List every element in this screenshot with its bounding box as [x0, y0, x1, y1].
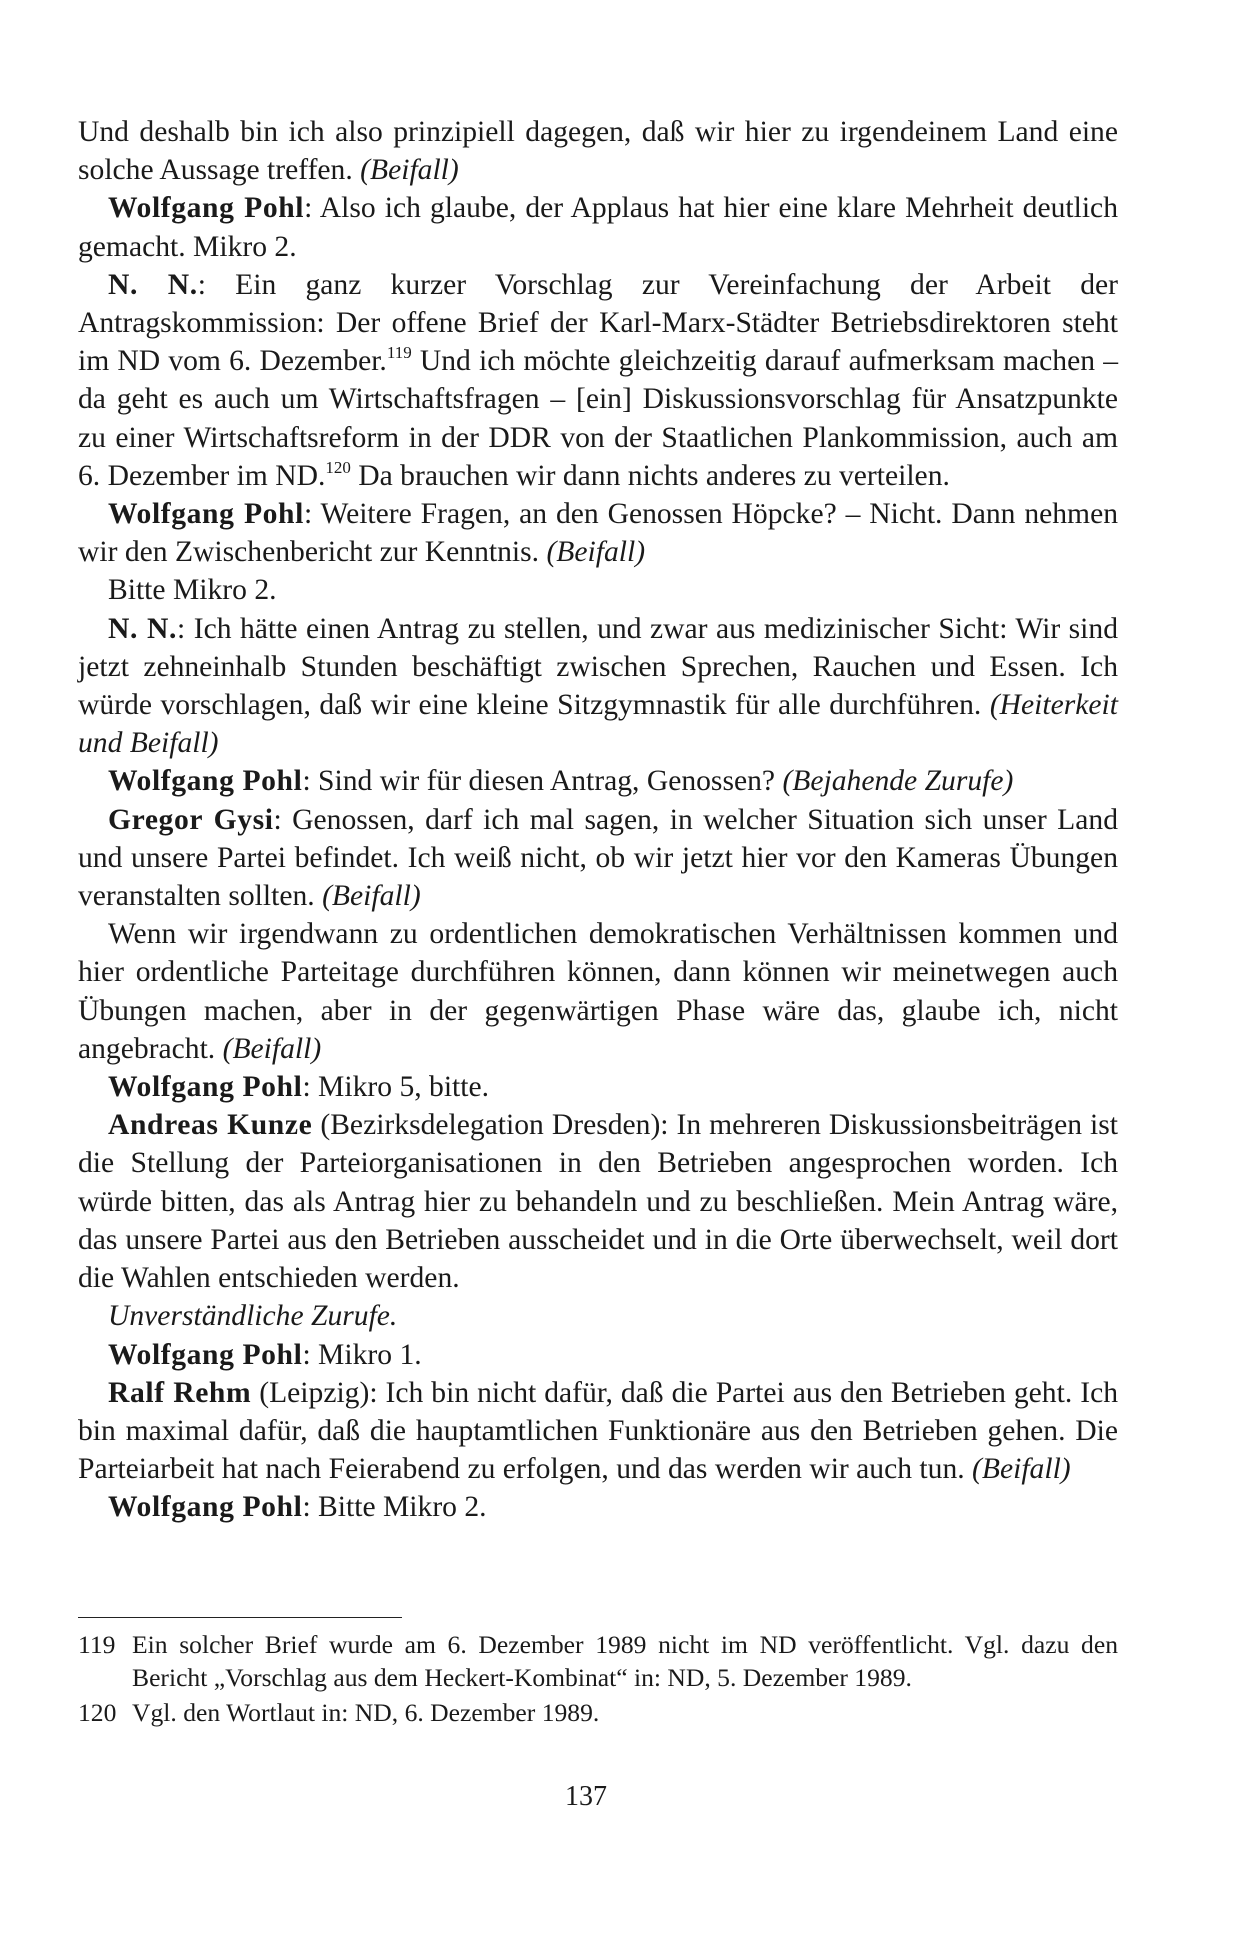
- text-run: : Mikro 5, bitte.: [302, 1071, 490, 1104]
- page-number: 137: [565, 1781, 607, 1812]
- text-run: (Leipzig): Ich bin nicht dafür, daß die Partei aus den Betrieben geht. Ich bin maximal dafür, daß die hauptamtlichen Funktionäre aus den Betrieben gehen. Die Parteiarbeit hat nach Feierabend zu erfolgen, und das werden wir auch tun.: [78, 1376, 1118, 1486]
- text-run: (Bezirksdelegation Dresden): In mehreren Diskussionsbeiträgen ist die Stellung der Parteiorganisationen in den Betrieben angesprochen worden. Ich würde bitten, das als Antrag hier zu behandeln und zu beschließen. Mein Antrag wäre, das unsere Partei aus den Betrieben ausscheidet und in die Orte überwechselt, weil dort die Wahlen entschieden werden.: [78, 1109, 1118, 1295]
- speaker-name: Ralf Rehm: [108, 1376, 252, 1409]
- paragraph: [78, 1336, 1118, 1374]
- speaker-name: N. N.: [108, 612, 178, 645]
- speaker-name: Wolfgang Pohl: [108, 192, 305, 225]
- footnote-ref: 119: [386, 343, 412, 363]
- body-text: [78, 113, 1118, 1527]
- speaker-name: Andreas Kunze: [108, 1109, 313, 1142]
- text-run: Und deshalb bin ich also prinzipiell dagegen, daß wir hier zu irgendeinem Land eine solche Aussage treffen.: [78, 116, 1118, 187]
- speaker-name: Wolfgang Pohl: [108, 1491, 303, 1524]
- text-run: : Bitte Mikro 2.: [302, 1491, 487, 1524]
- document-page: [52, 0, 1120, 1960]
- text-run: : Also ich glaube, der Applaus hat hier eine klare Mehrheit deutlich gemacht. Mikro 2.: [78, 192, 1118, 263]
- speaker-name: Wolfgang Pohl: [108, 1338, 303, 1371]
- stage-direction: (Beifall): [322, 880, 421, 913]
- stage-direction: (Beifall): [222, 1032, 322, 1065]
- text-run: : Sind wir für diesen Antrag, Genossen?: [302, 765, 783, 798]
- text-run: : Ein ganz kurzer Vorschlag zur Vereinfachung der Arbeit der Antragskommission: Der offene Brief der Karl-Marx-Städter Betriebsdirektoren steht im ND vom 6. Dezember.: [78, 268, 1118, 378]
- paragraph: [78, 189, 1118, 265]
- paragraph: [78, 1374, 1118, 1489]
- text-run: Bitte Mikro 2.: [108, 574, 277, 607]
- paragraph: [78, 571, 1118, 609]
- stage-direction: (Beifall): [360, 154, 459, 187]
- paragraph: [78, 113, 1118, 189]
- footnote-text: Ein solcher Brief wurde am 6. Dezember 1989 nicht im ND veröffentlicht. Vgl. dazu den Bericht „Vorschlag aus dem Heckert-Kombinat“ in: ND, 5. Dezember 1989.: [132, 1630, 1118, 1692]
- paragraph: [78, 1068, 1118, 1106]
- speaker-name: Wolfgang Pohl: [108, 1071, 303, 1104]
- text-run: : Weitere Fragen, an den Genossen Höpcke? – Nicht. Dann nehmen wir den Zwischenbericht zur Kenntnis.: [78, 498, 1118, 569]
- footnote-number: 120: [78, 1698, 117, 1727]
- speaker-name: Gregor Gysi: [108, 803, 274, 836]
- text-run: : Mikro 1.: [302, 1338, 422, 1371]
- footnote-number: 119: [78, 1630, 116, 1659]
- paragraph: [78, 915, 1118, 1068]
- footnote-ref: 120: [325, 457, 351, 477]
- paragraph: [78, 610, 1118, 763]
- paragraph: [78, 1488, 1118, 1526]
- stage-direction: (Beifall): [972, 1453, 1071, 1486]
- text-run: : Genossen, darf ich mal sagen, in welcher Situation sich unser Land und unsere Partei befindet. Ich weiß nicht, ob wir jetzt hier vor den Kameras Übungen veranstalten sollten.: [78, 803, 1118, 913]
- paragraph: [78, 495, 1118, 571]
- footnotes: [78, 1628, 1118, 1731]
- footnote-text: Vgl. den Wortlaut in: ND, 6. Dezember 1989.: [132, 1698, 600, 1727]
- speaker-name: Wolfgang Pohl: [108, 498, 304, 531]
- paragraph: [78, 266, 1118, 495]
- stage-direction: (Bejahende Zurufe): [782, 765, 1014, 798]
- stage-direction: (Heiterkeit und Beifall): [78, 689, 1118, 760]
- text-run: : Ich hätte einen Antrag zu stellen, und zwar aus medizinischer Sicht: Wir sind jetzt zehneinhalb Stunden beschäftigt zwischen Sprechen, Rauchen und Essen. Ich würde vorschlagen, daß wir eine kleine Sitzgymnastik für alle durchführen.: [78, 612, 1118, 722]
- speaker-name: Wolfgang Pohl: [108, 765, 303, 798]
- paragraph: [78, 801, 1118, 916]
- stage-direction: Unverständliche Zurufe.: [108, 1300, 398, 1333]
- text-run: Wenn wir irgendwann zu ordentlichen demokratischen Verhältnissen kommen und hier ordentliche Parteitage durchführen können, dann können wir meinetwegen auch Übungen machen, aber in der gegenwärtigen Phase wäre das, glaube ich, nicht angebracht.: [78, 918, 1118, 1065]
- speaker-name: N. N.: [108, 268, 198, 301]
- text-run: Da brauchen wir dann nichts anderes zu verteilen.: [350, 459, 950, 492]
- footnote: [78, 1696, 1118, 1729]
- paragraph: [78, 1106, 1118, 1297]
- stage-direction: (Beifall): [546, 536, 646, 569]
- footnote-separator: [78, 1617, 402, 1618]
- paragraph: [78, 762, 1118, 800]
- footnote: [78, 1628, 1118, 1694]
- paragraph: [78, 1297, 1118, 1335]
- text-run: Und ich möchte gleichzeitig darauf aufmerksam machen – da geht es auch um Wirtschaftsfragen – [ein] Diskussionsvorschlag für Ansatzpunkte zu einer Wirtschaftsreform in der DDR von der Staatlichen Plankommission, auch am 6. Dezember im ND.: [78, 345, 1118, 492]
